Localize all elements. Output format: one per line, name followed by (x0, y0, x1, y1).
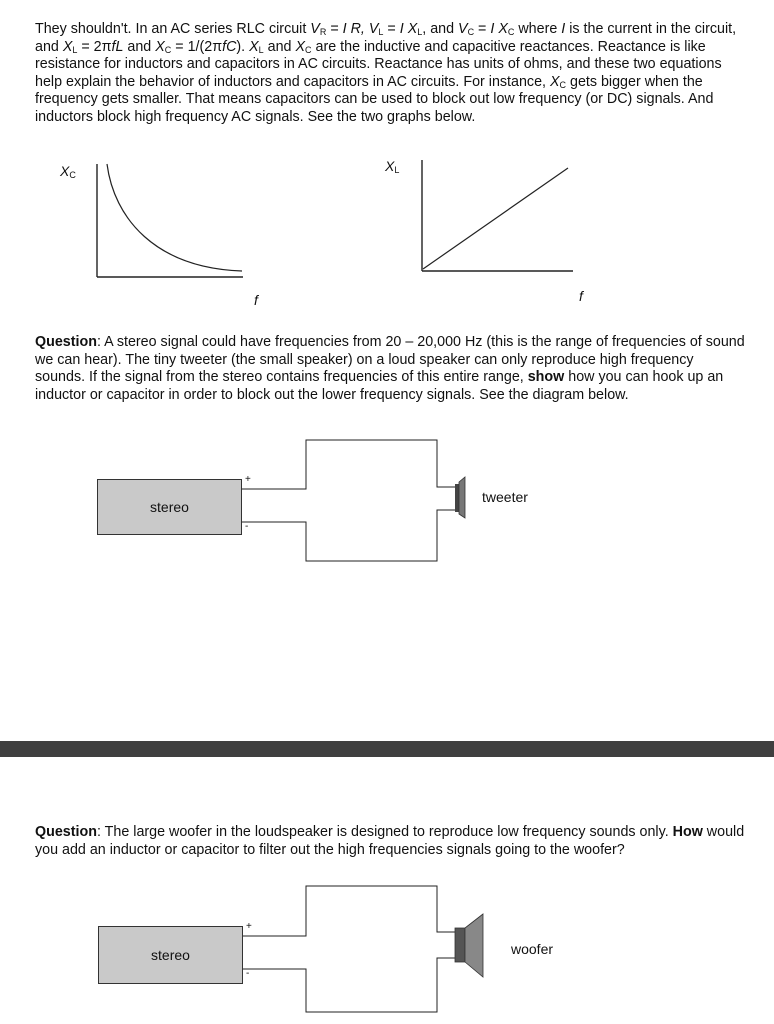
minus-terminal-2: - (246, 968, 250, 979)
wire-bottom-2 (243, 958, 455, 1012)
plus-terminal-2: + (246, 921, 252, 932)
xc-axis-label: $X_C$ (60, 163, 76, 180)
intro-paragraph: They shouldn't. In an AC series RLC circuit $V_R = I$ R, $V_L = I$ $X_L$, and $V_C = I$ $X_C$ where I is the current in the circuit, and $X_L = 2\pi fL$ and $X_C = 1/(2\pi fC)$. $X_L$ and $X_C$ are the inductive and capacitive reactances. Reactance is like resistance for inductors and capacitors in AC circuits. Reactance has units of ohms, and these two equations help explain the behavior of inductors and capacitors in AC circuits. For instance, $X_C$ gets bigger when the frequency gets smaller. That means capacitors can be used to block out low frequency (or DC) signals. And inductors block high frequency AC signals. See the two graphs below. (35, 21, 737, 125)
tweeter-label: tweeter (482, 489, 528, 505)
plus-terminal-1: + (245, 474, 251, 485)
xl-graph-f-label: f (579, 288, 583, 304)
stereo-label-1: stereo (150, 499, 189, 515)
question-1: Question: A stereo signal could have frequencies from 20 – 20,000 Hz (this is the range of frequencies of sound we can hear). The tiny tweeter (the small speaker) on a loud speaker can only reproduce high frequency sounds. If the signal from the stereo contains frequencies of this entire range, show how you can hook up an inductor or capacitor in order to block out the lower frequency signals. See the diagram below. (35, 334, 745, 403)
woofer-label: woofer (511, 941, 554, 957)
xc-graph-f-label: f (254, 292, 258, 308)
xl-axis-label: $X_L$ (385, 158, 400, 175)
minus-terminal-1: - (245, 521, 249, 532)
woofer-magnet (455, 928, 465, 962)
wire-top-2 (243, 886, 455, 936)
question-2: Question: The large woofer in the loudspeaker is designed to reproduce low frequency sounds only. How would you add an inductor or capacitor to filter out the high frequencies signals going to the woofer? (35, 824, 745, 858)
stereo-label-2: stereo (151, 947, 190, 963)
woofer-cone (465, 914, 483, 977)
